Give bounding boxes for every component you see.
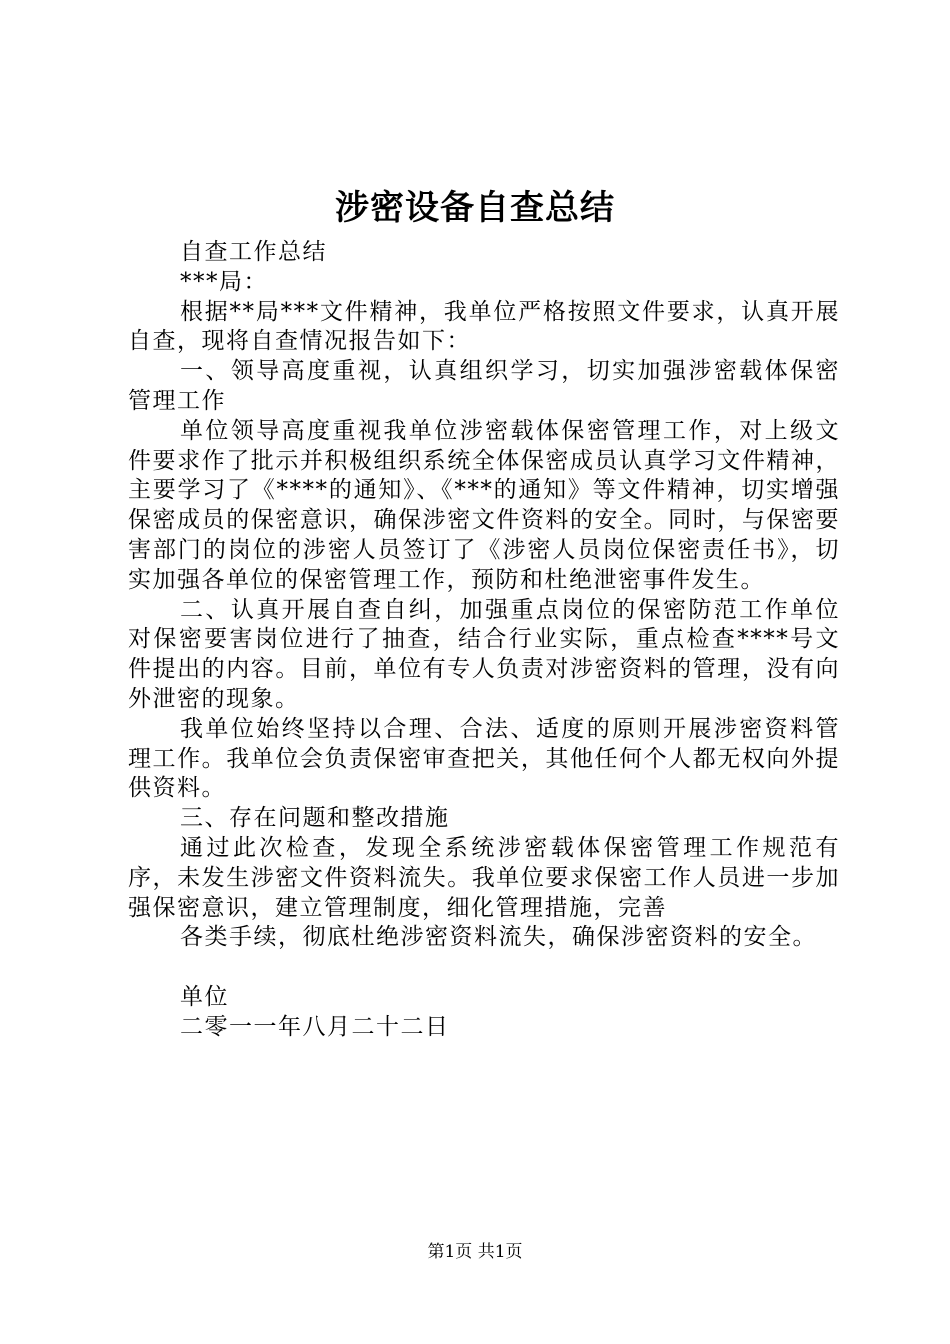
document-title: 涉密设备自查总结 bbox=[335, 188, 615, 228]
page-footer: 第1页 共1页 bbox=[427, 1242, 523, 1262]
paragraph: 通过此次检查，发现全系统涉密载体保密管理工作规范有序，未发生涉密文件资料流失。我单位要求保密工作人员进一步加强保密意识，建立管理制度，细化管理措施，完善 bbox=[128, 834, 840, 921]
paragraph: 根据**局***文件精神，我单位严格按照文件要求，认真开展自查，现将自查情况报告如下： bbox=[128, 298, 840, 355]
paragraph: 我单位始终坚持以合理、合法、适度的原则开展涉密资料管理工作。我单位会负责保密审查把关，其他任何个人都无权向外提供资料。 bbox=[128, 715, 840, 802]
document-body bbox=[128, 238, 840, 1043]
paragraph: 二、认真开展自查自纠，加强重点岗位的保密防范工作单位对保密要害岗位进行了抽查，结合行业实际，重点检查****号文件提出的内容。目前，单位有专人负责对涉密资料的管理，没有向外泄密的现象。 bbox=[128, 596, 840, 712]
signature-unit: 单位 bbox=[180, 984, 229, 1011]
paragraph: 一、领导高度重视，认真组织学习，切实加强涉密载体保密管理工作 bbox=[128, 358, 840, 414]
paragraph: 三、存在问题和整改措施 bbox=[180, 805, 450, 832]
spacer bbox=[128, 953, 840, 983]
paragraph: 单位领导高度重视我单位涉密载体保密管理工作，对上级文件要求作了批示并积极组织系统全体保密成员认真学习文件精神，主要学习了《****的通知》、《***的通知》等文件精神，切实增强保密成员的保密意识，确保涉密文件资料的安全。同时，与保密要害部门的岗位的涉密人员签订了《涉密人员岗位保密责任书》，切实加强各单位的保密管理工作，预防和杜绝泄密事件发生。 bbox=[128, 417, 840, 593]
paragraph: 自查工作总结 bbox=[180, 239, 327, 265]
signature-date: 二零一一年八月二十二日 bbox=[180, 1013, 450, 1040]
paragraph: ***局： bbox=[180, 268, 268, 295]
paragraph: 各类手续，彻底杜绝涉密资料流失，确保涉密资料的安全。 bbox=[180, 924, 817, 951]
